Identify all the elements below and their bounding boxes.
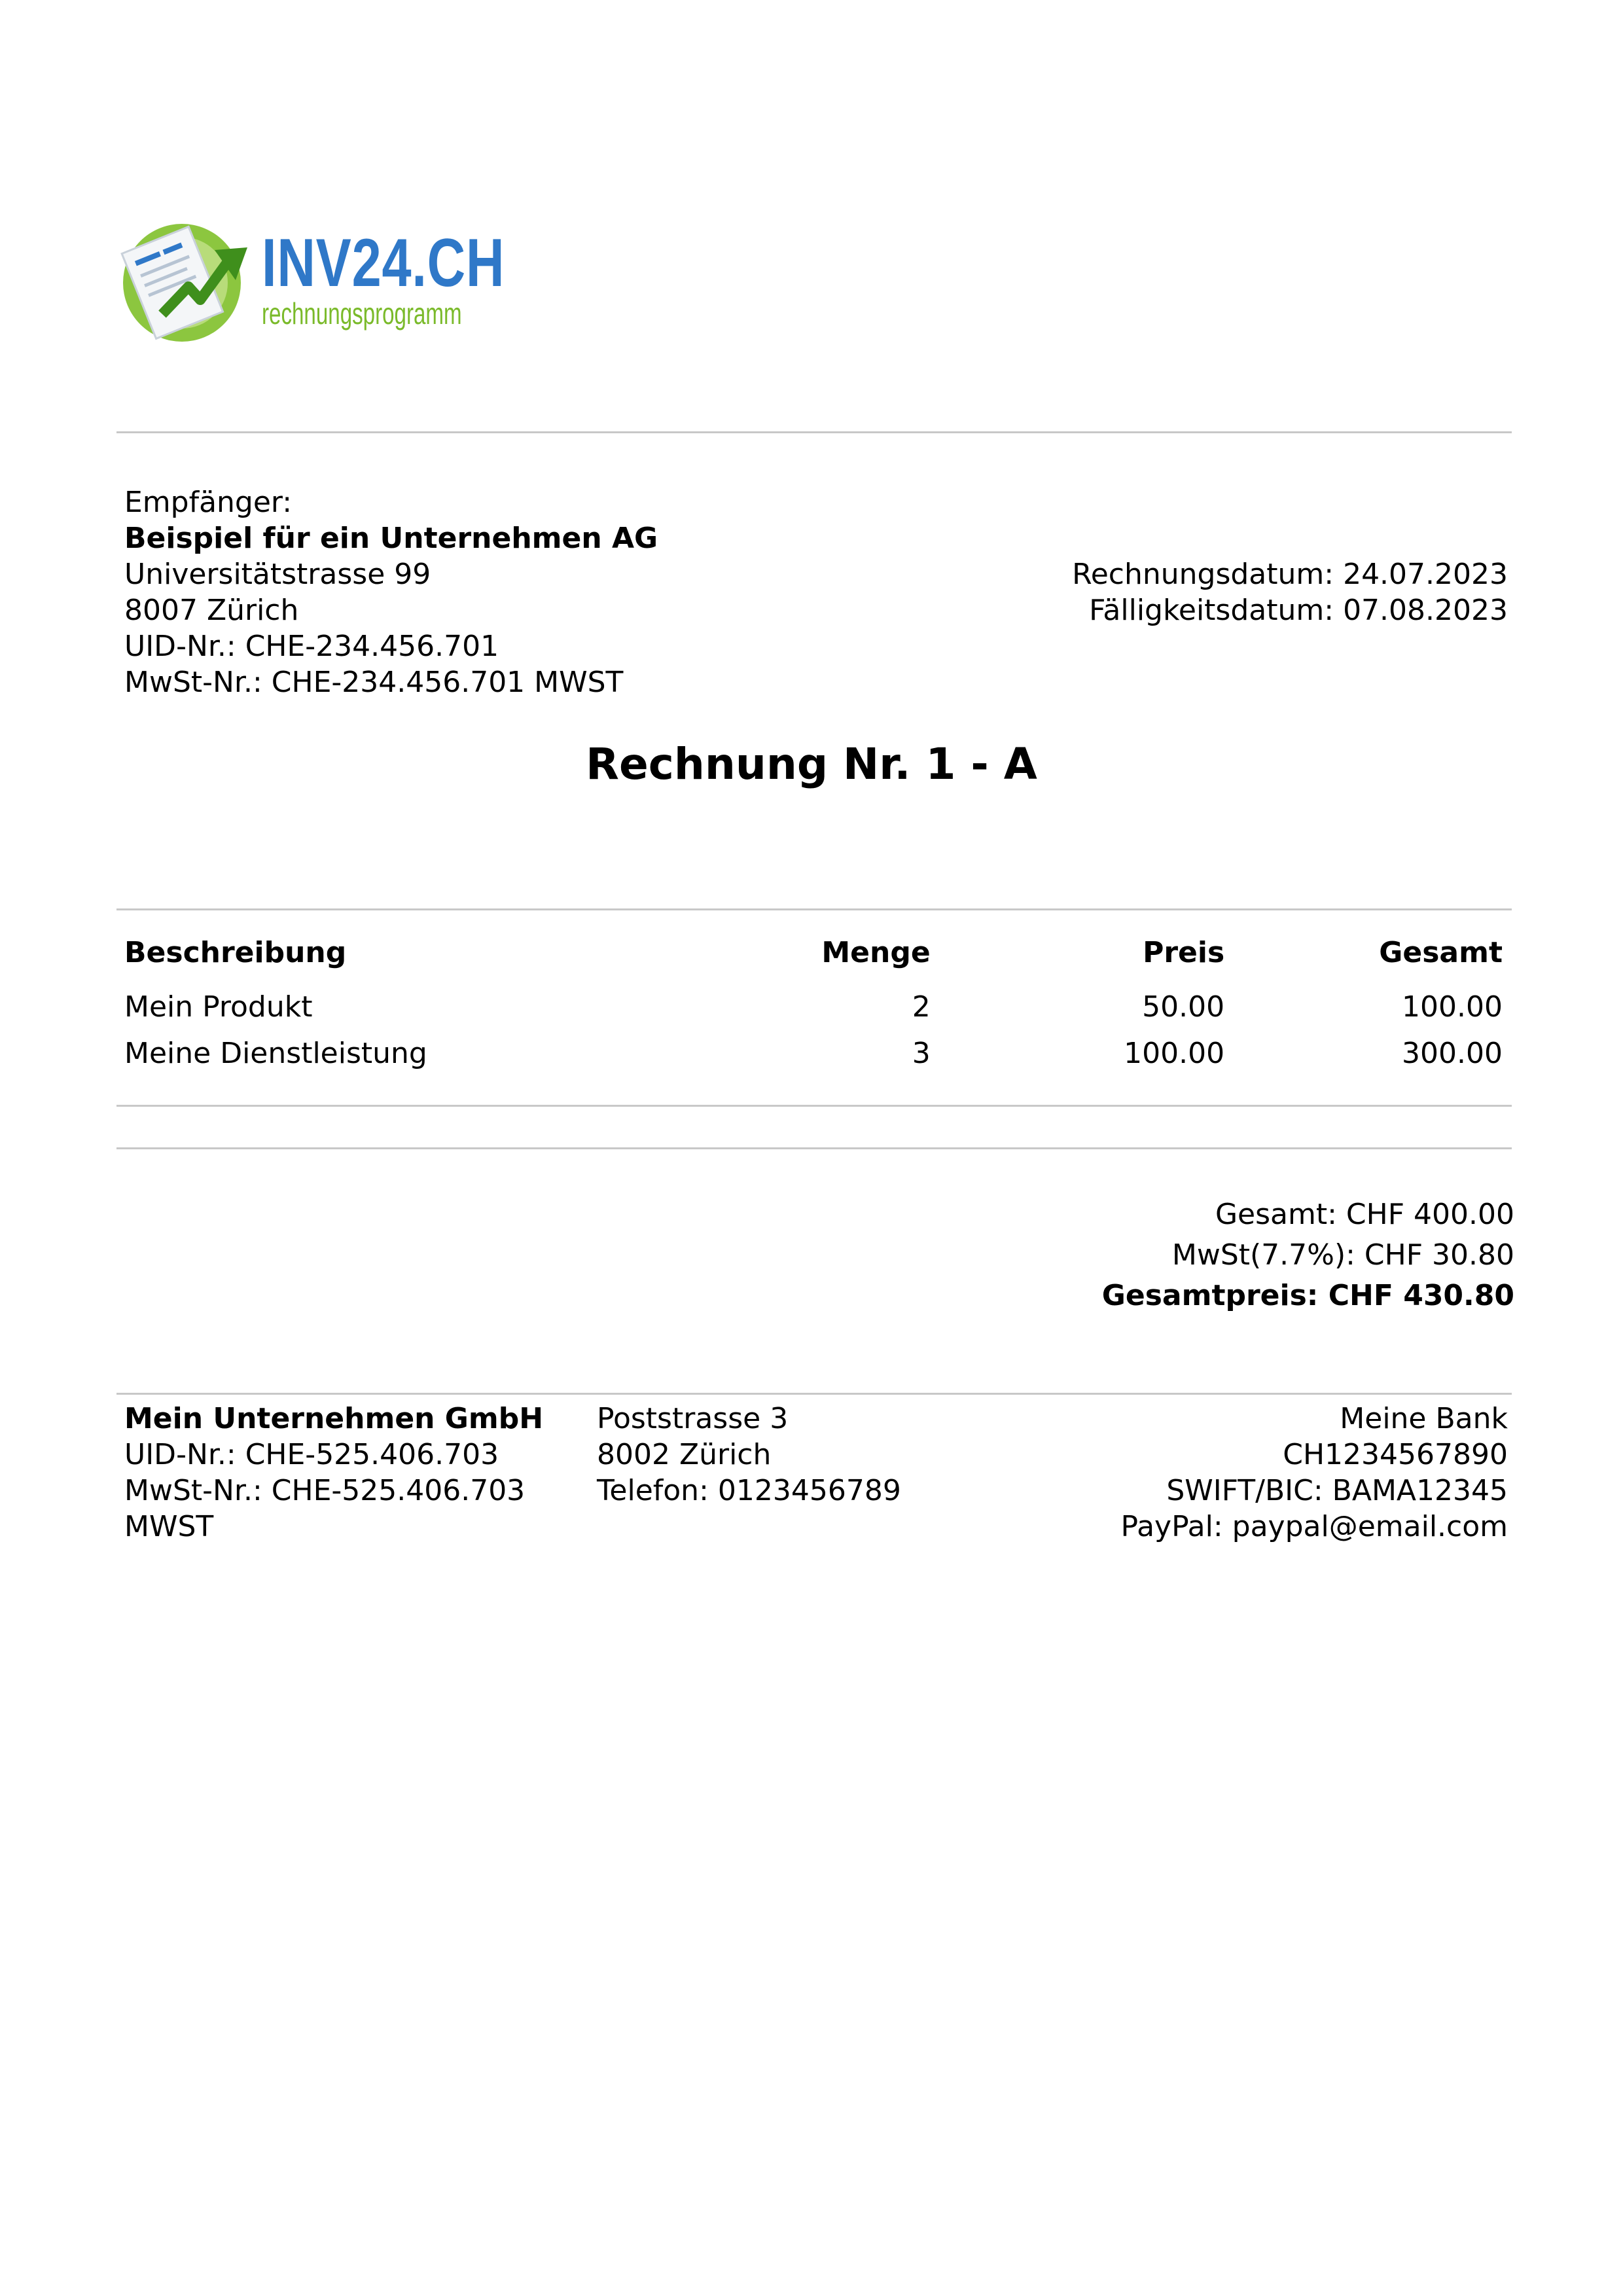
company-logo [116,209,505,347]
item-description: Mein Produkt [124,990,313,1024]
header-total: Gesamt [1379,936,1503,969]
footer-company-name: Mein Unternehmen GmbH [124,1402,544,1435]
grand-total: Gesamtpreis: CHF 430.80 [1101,1279,1514,1312]
item-total: 100.00 [1402,990,1503,1024]
footer-company [124,1401,582,1545]
item-quantity: 2 [912,990,931,1024]
footer-company-uid: UID-Nr.: CHE-525.406.703 [124,1438,499,1471]
footer-phone: Telefon: 0123456789 [597,1474,901,1507]
footer-bank-name: Meine Bank [1340,1402,1508,1435]
invoice-title: Rechnung Nr. 1 - A [586,739,1037,789]
item-price: 100.00 [1124,1037,1225,1070]
recipient-street: Universitätstrasse 99 [124,558,431,591]
invoice-dates [919,556,1508,628]
footer-city: 8002 Zürich [597,1438,772,1471]
footer-bank [984,1401,1508,1545]
logo-tagline: rechnungsprogramm [262,296,462,331]
header-price: Preis [1143,936,1225,969]
item-total: 300.00 [1402,1037,1503,1070]
invoice-date: Rechnungsdatum: 24.07.2023 [1072,558,1508,591]
table-header-row [116,935,1510,989]
recipient-vat: MwSt-Nr.: CHE-234.456.701 MWST [124,666,624,699]
table-row [116,1035,1510,1082]
header-description: Beschreibung [124,936,347,969]
recipient-uid: UID-Nr.: CHE-234.456.701 [124,630,499,663]
vat-amount: MwSt(7.7%): CHF 30.80 [1171,1238,1514,1272]
footer-company-vat: MwSt-Nr.: CHE-525.406.703 [124,1474,526,1507]
header-quantity: Menge [821,936,931,969]
header-divider [116,431,1512,433]
table-top-divider [116,908,1512,910]
footer-bank-swift: SWIFT/BIC: BAMA12345 [1166,1474,1508,1507]
table-row [116,989,1510,1035]
footer-street: Poststrasse 3 [597,1402,789,1435]
item-description: Meine Dienstleistung [124,1037,427,1070]
recipient-block [124,484,844,700]
logo-icon [116,209,260,347]
item-price: 50.00 [1142,990,1225,1024]
footer-bank-iban: CH1234567890 [1283,1438,1508,1471]
recipient-company: Beispiel für ein Unternehmen AG [124,522,658,555]
table-bottom-divider [116,1105,1512,1107]
footer-paypal: PayPal: paypal@email.com [1120,1510,1508,1543]
totals-divider [116,1147,1512,1149]
item-quantity: 3 [912,1037,931,1070]
recipient-label: Empfänger: [124,486,293,519]
due-date: Fälligkeitsdatum: 07.08.2023 [1089,594,1508,627]
footer-divider [116,1393,1512,1395]
recipient-city: 8007 Zürich [124,594,299,627]
logo-name: INV24.CH [262,225,505,301]
totals-block [925,1194,1514,1316]
items-table [116,935,1510,1082]
footer-company-vat-suffix: MWST [124,1510,214,1543]
subtotal: Gesamt: CHF 400.00 [1215,1198,1514,1231]
